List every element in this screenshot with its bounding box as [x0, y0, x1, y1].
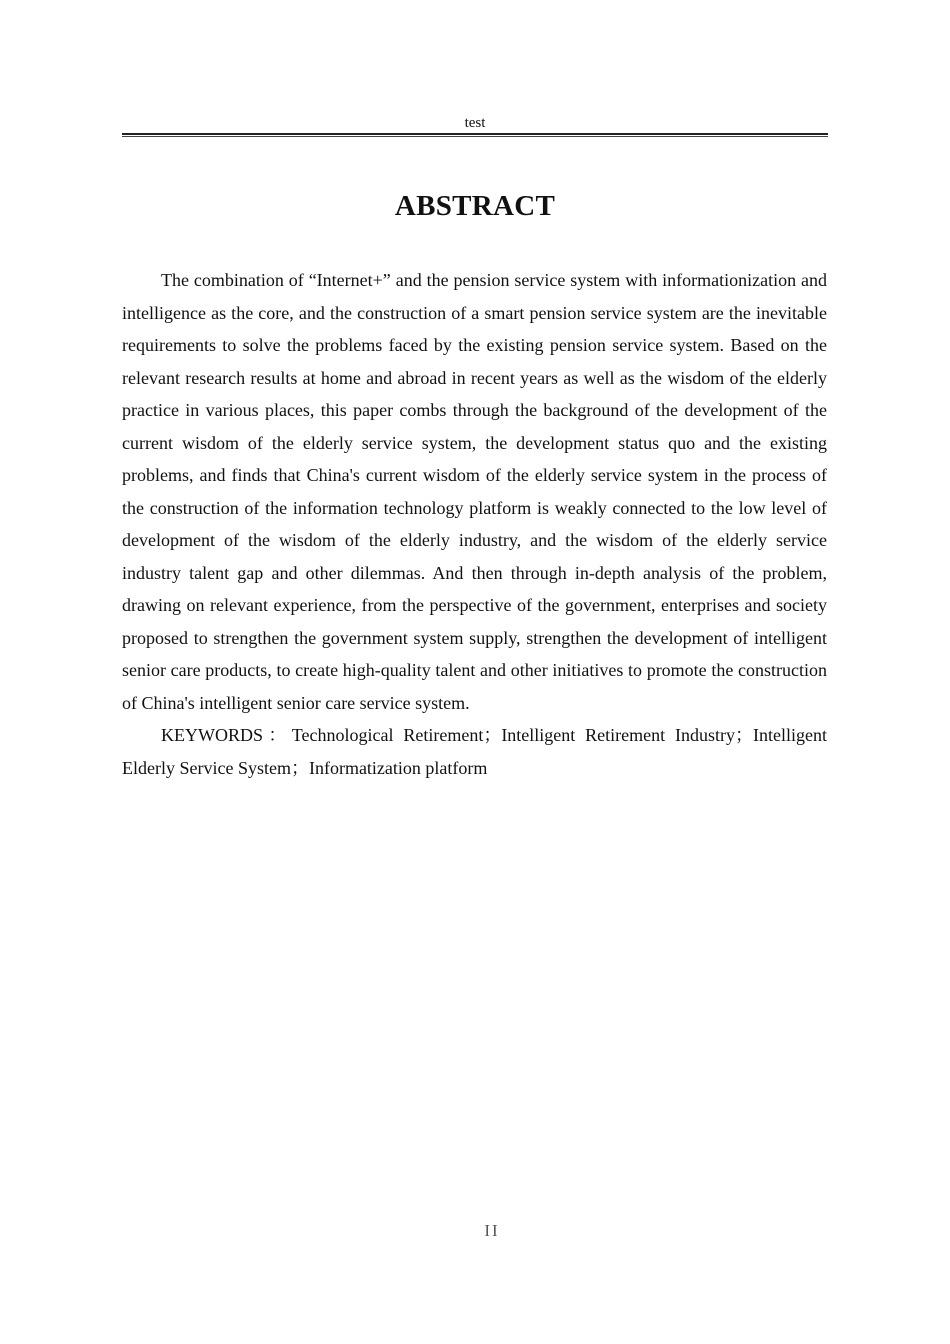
running-header: test: [464, 115, 486, 131]
header-rule-thin: [122, 136, 828, 137]
keywords-label: KEYWORDS：: [161, 725, 292, 745]
keywords-line: [122, 719, 827, 784]
page-number: II: [484, 1221, 500, 1240]
abstract-paragraph: The combination of “Internet+” and the pension service system with informationization and intelligence as the core, and the construction of a smart pension service system are the inevitable requirements to solve the problems faced by the existing pension service system. Based on the relevant research results at home and abroad in recent years as well as the wisdom of the elderly practice in various places, this paper combs through the background of the development of the current wisdom of the elderly service system, the development status quo and the existing problems, and finds that China's current wisdom of the elderly service system in the process of the construction of the information technology platform is weakly connected to the low level of development of the wisdom of the elderly industry, and the wisdom of the elderly service industry talent gap and other dilemmas. And then through in-depth analysis of the problem, drawing on relevant experience, from the perspective of the government, enterprises and society proposed to strengthen the government system supply, strengthen the development of intelligent senior care products, to create high-quality talent and other initiatives to promote the construction of China's intelligent senior care service system.: [122, 270, 827, 713]
abstract-title: ABSTRACT: [394, 190, 556, 222]
header-rule: [122, 133, 828, 135]
abstract-body: [122, 264, 827, 784]
keywords-text: Technological Retirement；Intelligent Retirement Industry；Intelligent Elderly Service System；Informatization platform: [122, 725, 827, 778]
